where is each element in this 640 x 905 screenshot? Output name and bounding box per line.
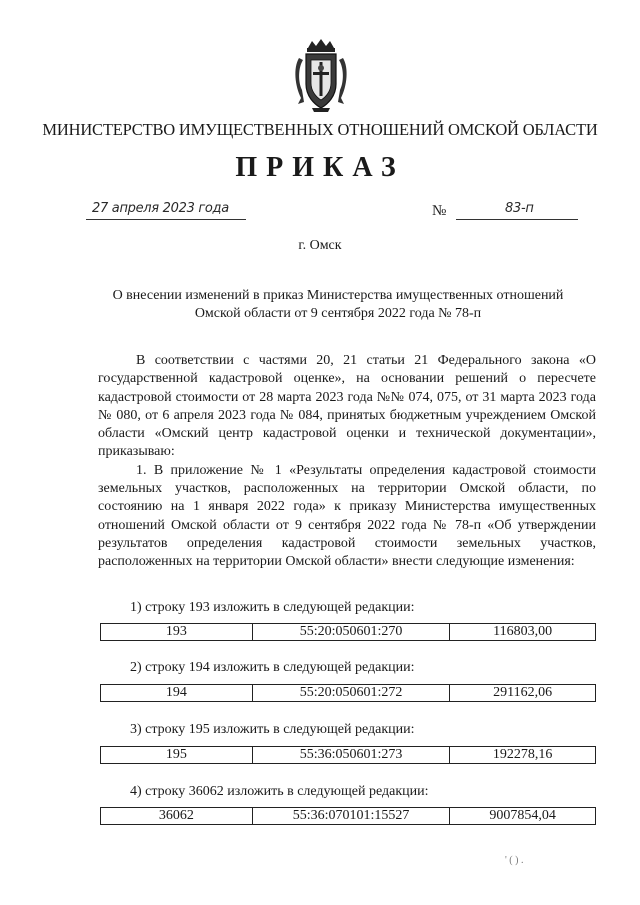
cadastral-number-cell: 55:20:050601:270	[252, 624, 449, 641]
order-date: 27 апреля 2023 года	[92, 201, 229, 216]
cadastral-value-cell: 192278,16	[450, 747, 596, 764]
item-label: 1) строку 193 изложить в следующей редакции:	[130, 600, 415, 615]
cadastral-number-cell: 55:36:050601:273	[252, 747, 449, 764]
cadastral-value-cell: 291162,06	[450, 685, 596, 702]
preamble-paragraph: В соответствии с частями 20, 21 статьи 21 Федерального закона «О государственной кадастровой оценке», на основании решений о пересчете кадастровой стоимости от 28 марта 2023 года №№ 074, 075, от 31 марта 2023 года № 080, от 6 апреля 2023 года № 084, принятых бюджетным учреждением Омской области «Омский центр кадастровой оценки и технической документации», приказываю:	[98, 353, 596, 460]
order-subject	[88, 287, 588, 323]
row-number-cell: 36062	[101, 808, 253, 825]
order-body	[98, 352, 596, 572]
row-number-cell: 193	[101, 624, 253, 641]
table-row	[100, 684, 596, 702]
cadastral-number-cell: 55:20:050601:272	[252, 685, 449, 702]
page-marks: ' ( ) .	[505, 855, 524, 866]
city: г. Омск	[298, 238, 342, 253]
table-row	[100, 746, 596, 764]
order-number: 83-п	[505, 201, 534, 216]
cadastral-number-cell: 55:36:070101:15527	[252, 808, 450, 825]
document-title: ПРИКАЗ	[235, 152, 405, 183]
order-number-label: №	[432, 203, 447, 219]
date-underline	[86, 219, 246, 220]
item-label: 4) строку 36062 изложить в следующей редакции:	[130, 784, 429, 799]
row-number-cell: 195	[101, 747, 253, 764]
item-label: 3) строку 195 изложить в следующей редакции:	[130, 722, 415, 737]
ministry-name: МИНИСТЕРСТВО ИМУЩЕСТВЕННЫХ ОТНОШЕНИЙ ОМСКОЙ ОБЛАСТИ	[42, 120, 598, 139]
number-underline	[456, 219, 578, 220]
subject-line-2: Омской области от 9 сентября 2022 года № 78-п	[194, 306, 482, 321]
cadastral-value-cell: 9007854,04	[450, 808, 596, 825]
table-row	[100, 807, 596, 825]
row-number-cell: 194	[101, 685, 253, 702]
clause-1-paragraph: 1. В приложение № 1 «Результаты определения кадастровой стоимости земельных участков, расположенных на территории Омской области, по состоянию на 1 января 2022 года» к приказу Министерства имущественных отношений Омской области от 9 сентября 2022 года № 78-п «Об утверждении результатов определения кадастровой стоимости земельных участков, расположенных на территории Омской области» внести следующие изменения:	[98, 462, 596, 570]
cadastral-value-cell: 116803,00	[450, 624, 596, 641]
item-label: 2) строку 194 изложить в следующей редакции:	[130, 660, 415, 675]
coat-of-arms-icon	[292, 38, 350, 114]
table-row	[100, 623, 596, 641]
subject-line-1: О внесении изменений в приказ Министерства имущественных отношений	[112, 288, 564, 303]
